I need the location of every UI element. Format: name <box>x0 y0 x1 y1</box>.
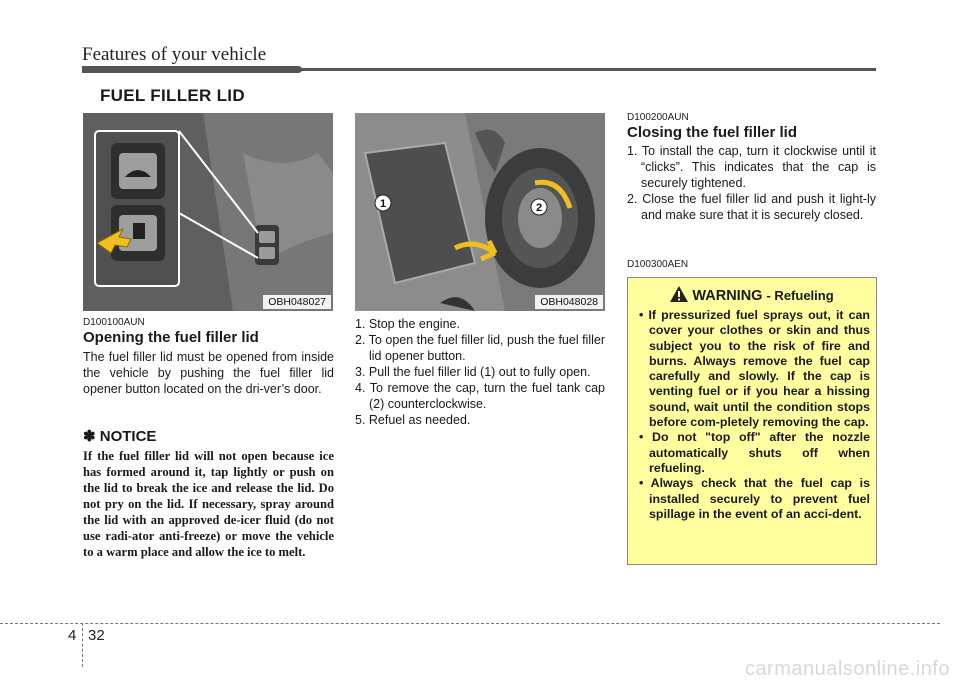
figure-label: OBH048027 <box>263 295 331 309</box>
footer-rule <box>0 623 940 624</box>
step-item: 3. Pull the fuel filler lid (1) out to fully open. <box>355 365 591 379</box>
opening-title: Opening the fuel filler lid <box>83 329 259 346</box>
figure-door-opener <box>83 113 333 311</box>
step-item: 1. To install the cap, turn it clockwise until it “clicks”. This indicates that the cap is securely tightened. <box>627 144 876 190</box>
step-item: 2. To open the fuel filler lid, push the fuel filler lid opener button. <box>355 333 605 363</box>
warning-box <box>627 277 877 565</box>
opening-code: D100100AUN <box>83 317 145 328</box>
step-item: 2. Close the fuel filler lid and push it light-ly and make sure that it is securely closed. <box>627 192 876 222</box>
running-header: Features of your vehicle <box>82 44 267 65</box>
step-item: 4. To remove the cap, turn the fuel tank cap (2) counterclockwise. <box>355 381 605 411</box>
notice-title: ✽ NOTICE <box>83 428 157 445</box>
closing-steps <box>627 143 876 223</box>
header-rule-accent <box>82 66 302 73</box>
step-item: 5. Refuel as needed. <box>355 413 471 427</box>
warning-triangle-icon <box>670 286 688 302</box>
warning-subtitle: - Refueling <box>766 288 834 303</box>
warning-title: WARNING <box>692 288 763 304</box>
fuel-lid-illustration <box>355 113 605 311</box>
footer-divider <box>82 623 83 667</box>
closing-title: Closing the fuel filler lid <box>627 124 798 141</box>
warning-list <box>636 308 870 522</box>
section-title: FUEL FILLER LID <box>100 86 245 105</box>
watermark: carmanualsonline.info <box>744 658 950 680</box>
door-opener-illustration <box>83 113 333 311</box>
warning-item: • Always check that the fuel cap is installed securely to prevent fuel spillage in the event of an acci-dent. <box>639 476 870 521</box>
closing-code: D100200AUN <box>627 112 689 123</box>
figure-fuel-lid <box>355 113 605 311</box>
figure-label: OBH048028 <box>535 295 603 309</box>
notice-body: If the fuel filler lid will not open because ice has formed around it, tap lightly or push on the lid to break the ice and release the lid. Do not pry on the lid. If necessary, spray around the lid with an approved de-icer fluid (do not use radi-ator anti-freeze) or move the vehicle to a warm place and allow the ice to melt. <box>83 449 334 559</box>
opening-steps <box>355 316 605 428</box>
step-item: 1. Stop the engine. <box>355 317 460 331</box>
opening-body: The fuel filler lid must be opened from inside the vehicle by pushing the fuel filler lid opener button located on the dri-ver’s door. <box>83 350 334 396</box>
warning-item: • Do not "top off" after the nozzle automatically shuts off when refueling. <box>639 430 870 475</box>
warning-item: • If pressurized fuel sprays out, it can cover your clothes or skin and thus subject you to the risk of fire and burns. Always remove the fuel cap carefully and slowly. If the cap is venting fuel or if you hear a hissing sound, wait until the condition stops before com-pletely removing the cap. <box>639 308 870 430</box>
page-number: 32 <box>88 627 105 644</box>
callout-1: 1 <box>379 198 387 210</box>
chapter-number: 4 <box>68 627 77 644</box>
warning-code: D100300AEN <box>627 259 689 270</box>
callout-2: 2 <box>535 202 543 214</box>
warning-heading <box>628 286 876 304</box>
